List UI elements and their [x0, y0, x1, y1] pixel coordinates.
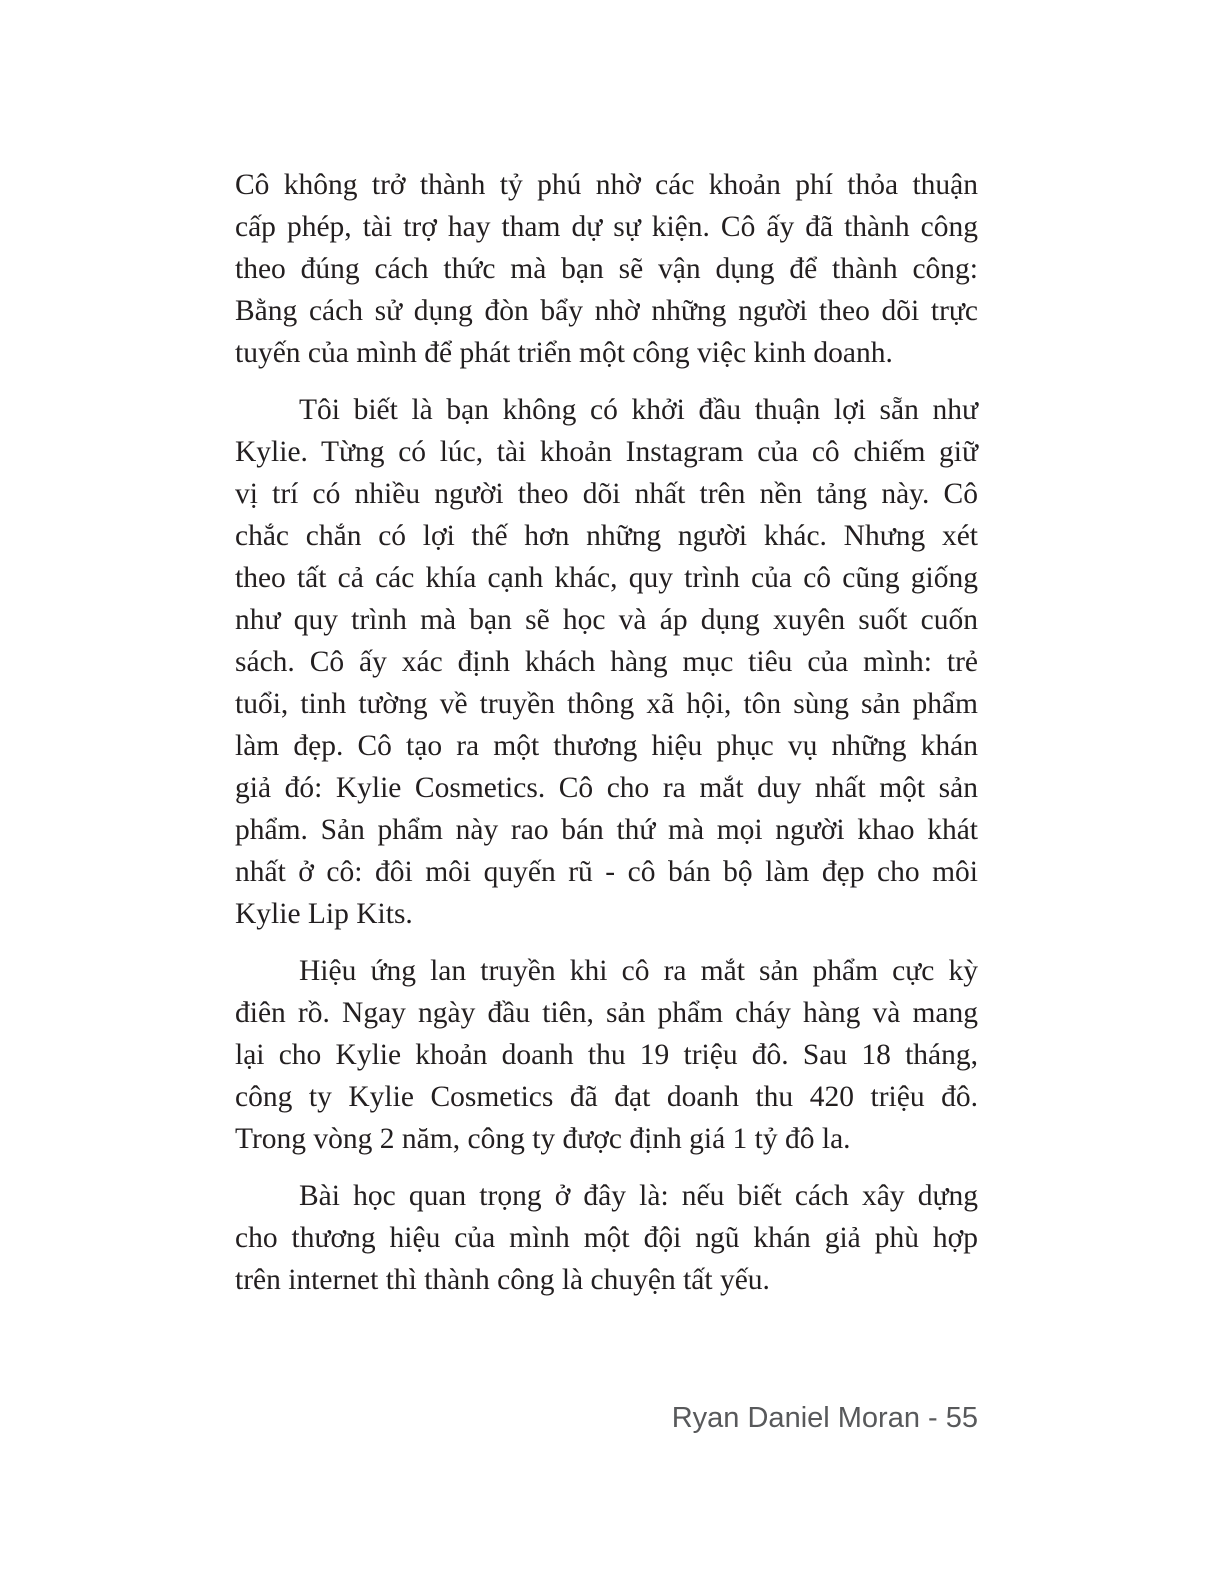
- text-line: theo tất cả các khía cạnh khác, quy trình của cô cũng giống: [235, 562, 978, 594]
- text-line: cho thương hiệu của mình một đội ngũ khán giả phù hợp: [235, 1222, 978, 1254]
- text-line: chắc chắn có lợi thế hơn những người khác. Nhưng xét: [235, 520, 978, 552]
- paragraph: [235, 164, 978, 374]
- text-line: Trong vòng 2 năm, công ty được định giá 1 tỷ đô la.: [235, 1123, 851, 1155]
- text-line: lại cho Kylie khoản doanh thu 19 triệu đô. Sau 18 tháng,: [235, 1039, 978, 1071]
- text-line: Kylie. Từng có lúc, tài khoản Instagram của cô chiếm giữ: [235, 436, 978, 468]
- text-line: sách. Cô ấy xác định khách hàng mục tiêu của mình: trẻ: [235, 646, 978, 678]
- text-line: điên rồ. Ngay ngày đầu tiên, sản phẩm cháy hàng và mang: [235, 997, 978, 1029]
- text-line: cấp phép, tài trợ hay tham dự sự kiện. Cô ấy đã thành công: [235, 211, 978, 243]
- text-line: Bằng cách sử dụng đòn bẩy nhờ những người theo dõi trực: [235, 295, 978, 327]
- text-line: như quy trình mà bạn sẽ học và áp dụng xuyên suốt cuốn: [235, 604, 978, 636]
- paragraph: [235, 1175, 978, 1301]
- text-line: làm đẹp. Cô tạo ra một thương hiệu phục vụ những khán: [235, 730, 978, 762]
- paragraph: [235, 389, 978, 935]
- text-line: Cô không trở thành tỷ phú nhờ các khoản phí thỏa thuận: [235, 169, 978, 201]
- text-line: theo đúng cách thức mà bạn sẽ vận dụng để thành công:: [235, 253, 978, 285]
- text-line: giả đó: Kylie Cosmetics. Cô cho ra mắt duy nhất một sản: [235, 772, 978, 804]
- text-line: tuyến của mình để phát triển một công việc kinh doanh.: [235, 337, 893, 369]
- text-line: tuổi, tinh tường về truyền thông xã hội, tôn sùng sản phẩm: [235, 688, 978, 720]
- text-line: trên internet thì thành công là chuyện tất yếu.: [235, 1264, 770, 1296]
- page-footer: Ryan Daniel Moran - 55: [671, 1402, 978, 1434]
- body-text: [235, 164, 978, 1316]
- paragraph: [235, 950, 978, 1160]
- text-line: công ty Kylie Cosmetics đã đạt doanh thu 420 triệu đô.: [235, 1081, 978, 1113]
- text-line: Hiệu ứng lan truyền khi cô ra mắt sản phẩm cực kỳ: [299, 955, 978, 987]
- text-line: vị trí có nhiều người theo dõi nhất trên nền tảng này. Cô: [235, 478, 978, 510]
- text-line: Tôi biết là bạn không có khởi đầu thuận lợi sẵn như: [299, 394, 978, 426]
- text-line: nhất ở cô: đôi môi quyến rũ - cô bán bộ làm đẹp cho môi: [235, 856, 978, 888]
- text-line: Bài học quan trọng ở đây là: nếu biết cách xây dựng: [299, 1180, 978, 1212]
- text-line: phẩm. Sản phẩm này rao bán thứ mà mọi người khao khát: [235, 814, 978, 846]
- text-line: Kylie Lip Kits.: [235, 898, 413, 930]
